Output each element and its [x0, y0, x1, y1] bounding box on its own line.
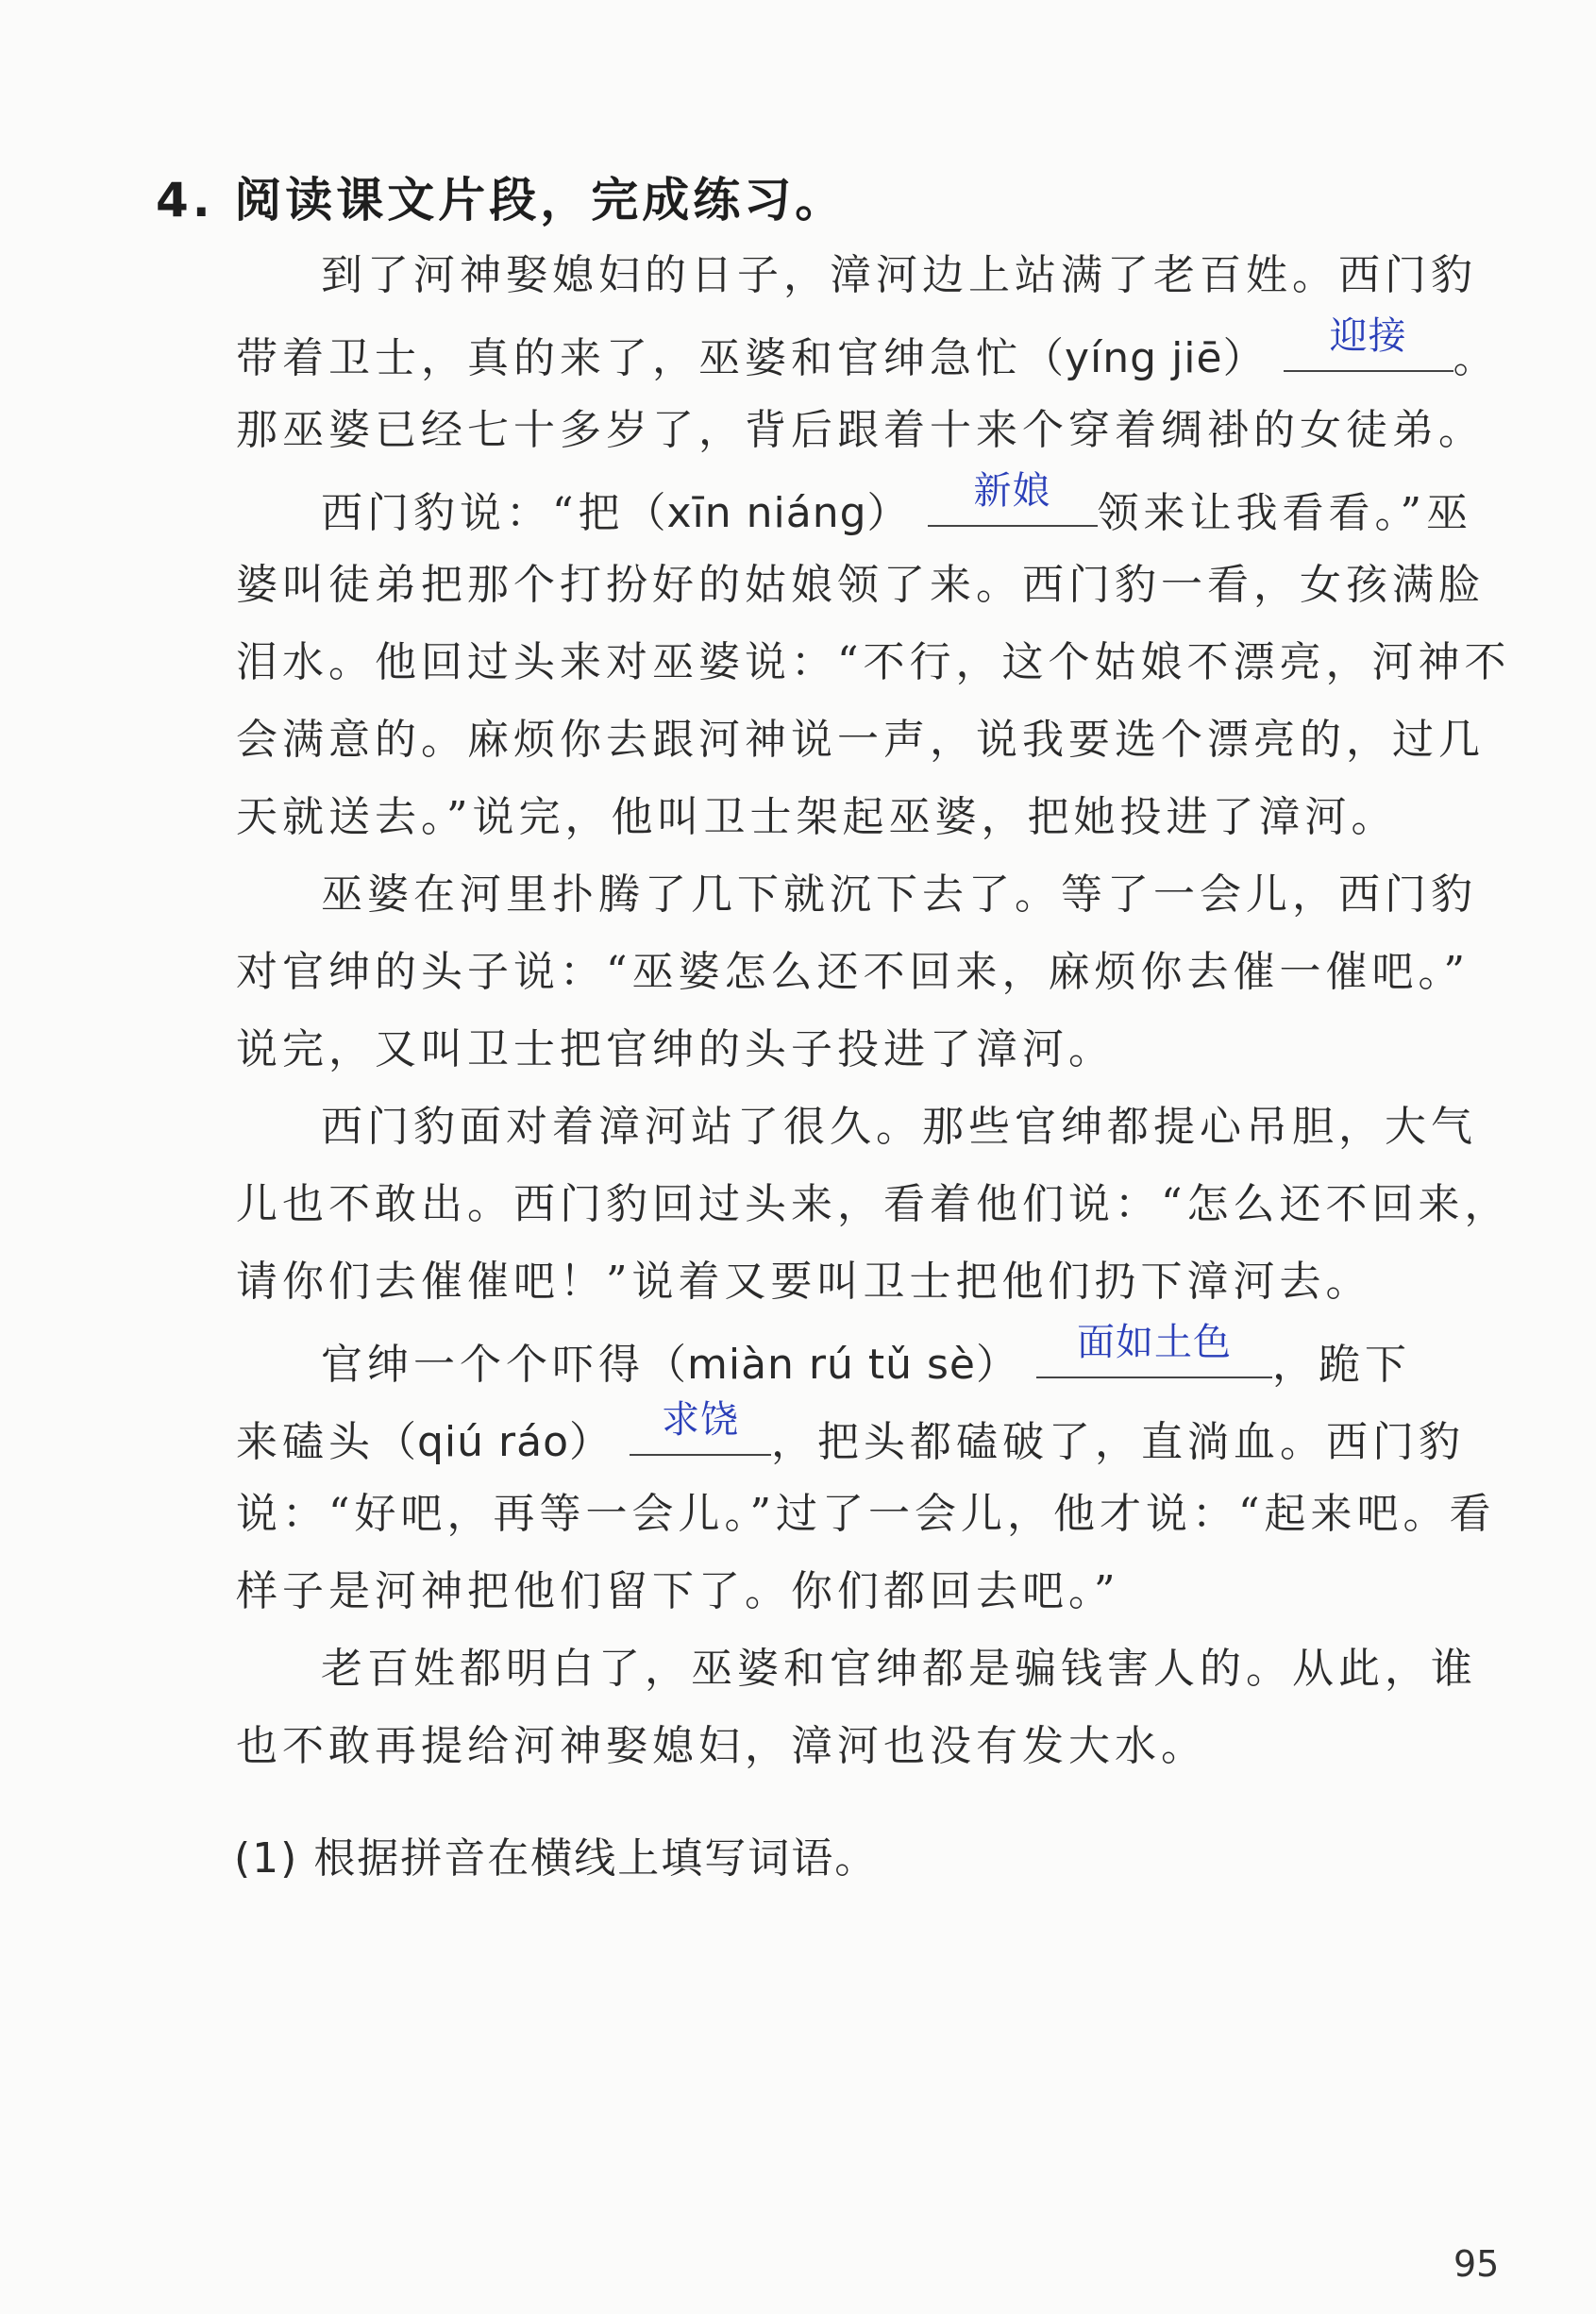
text-line: 也不敢再提给河神娶媳妇，漳河也没有发大水。	[236, 1722, 1207, 1770]
text-line	[236, 314, 1500, 387]
text-segment: 官绅一个个吓得	[321, 1341, 645, 1389]
handwritten-answer: 新娘	[973, 469, 1051, 513]
text-line: 说：“好吧，再等一会儿。”过了一会儿，他才说：“起来吧。看	[236, 1490, 1496, 1538]
text-segment: ，跪下	[1272, 1341, 1412, 1389]
text-line: 请你们去催催吧！”说着又要叫卫士把他们扔下漳河去。	[236, 1258, 1372, 1306]
handwritten-answer: 迎接	[1329, 314, 1407, 358]
pinyin-hint: （miàn rú tǔ sè）	[645, 1341, 1019, 1389]
text-line	[321, 1321, 1412, 1393]
text-segment: ，把头都磕破了，直淌血。西门豹	[771, 1418, 1465, 1466]
text-segment: 领来让我看看。”巫	[1097, 489, 1473, 537]
text-line: 那巫婆已经七十多岁了，背后跟着十来个穿着绸褂的女徒弟。	[236, 406, 1485, 454]
pinyin-hint: （yíng jiē）	[1022, 334, 1266, 382]
text-line: 天就送去。”说完，他叫卫士架起巫婆，把她投进了漳河。	[236, 793, 1398, 841]
text-line: 婆叫徒弟把那个打扮好的姑娘领了来。西门豹一看，女孩满脸	[236, 561, 1485, 609]
text-line: 说完，又叫卫士把官绅的头子投进了漳河。	[236, 1025, 1115, 1073]
page-number: 95	[1453, 2243, 1500, 2285]
text-line	[321, 469, 1473, 542]
answer-blank[interactable]	[630, 1398, 771, 1456]
text-segment: 。	[1453, 334, 1500, 382]
text-line: 样子是河神把他们留下了。你们都回去吧。”	[236, 1567, 1120, 1615]
text-line: 老百姓都明白了，巫婆和官绅都是骗钱害人的。从此，谁	[321, 1645, 1477, 1693]
answer-blank[interactable]	[928, 469, 1098, 527]
text-line: 对官绅的头子说：“巫婆怎么还不回来，麻烦你去催一催吧。”	[236, 948, 1470, 996]
text-line: 到了河神娶媳妇的日子，漳河边上站满了老百姓。西门豹	[321, 251, 1477, 299]
text-segment: 来磕头	[236, 1418, 375, 1466]
text-line: 泪水。他回过头来对巫婆说：“不行，这个姑娘不漂亮，河神不	[236, 638, 1511, 686]
pinyin-hint: （qiú ráo）	[375, 1418, 612, 1466]
text-line: 儿也不敢出。西门豹回过头来，看着他们说：“怎么还不回来，	[236, 1180, 1511, 1228]
handwritten-answer: 面如土色	[1077, 1321, 1233, 1364]
answer-blank[interactable]	[1284, 314, 1453, 372]
text-line: 西门豹面对着漳河站了很久。那些官绅都提心吊胆，大气	[321, 1103, 1477, 1151]
answer-blank[interactable]	[1036, 1321, 1272, 1378]
text-line: 会满意的。麻烦你去跟河神说一声，说我要选个漂亮的，过几	[236, 716, 1485, 764]
exercise-heading: 4. 阅读课文片段，完成练习。	[156, 173, 847, 228]
sub-question: (1) 根据拼音在横线上填写词语。	[234, 1834, 879, 1883]
text-line	[236, 1398, 1465, 1471]
handwritten-answer: 求饶	[662, 1398, 739, 1442]
text-segment: 西门豹说：“把	[321, 489, 625, 537]
text-line: 巫婆在河里扑腾了几下就沉下去了。等了一会儿，西门豹	[321, 870, 1477, 919]
text-segment: 带着卫士，真的来了，巫婆和官绅急忙	[236, 334, 1022, 382]
pinyin-hint: （xīn niáng）	[624, 489, 910, 537]
